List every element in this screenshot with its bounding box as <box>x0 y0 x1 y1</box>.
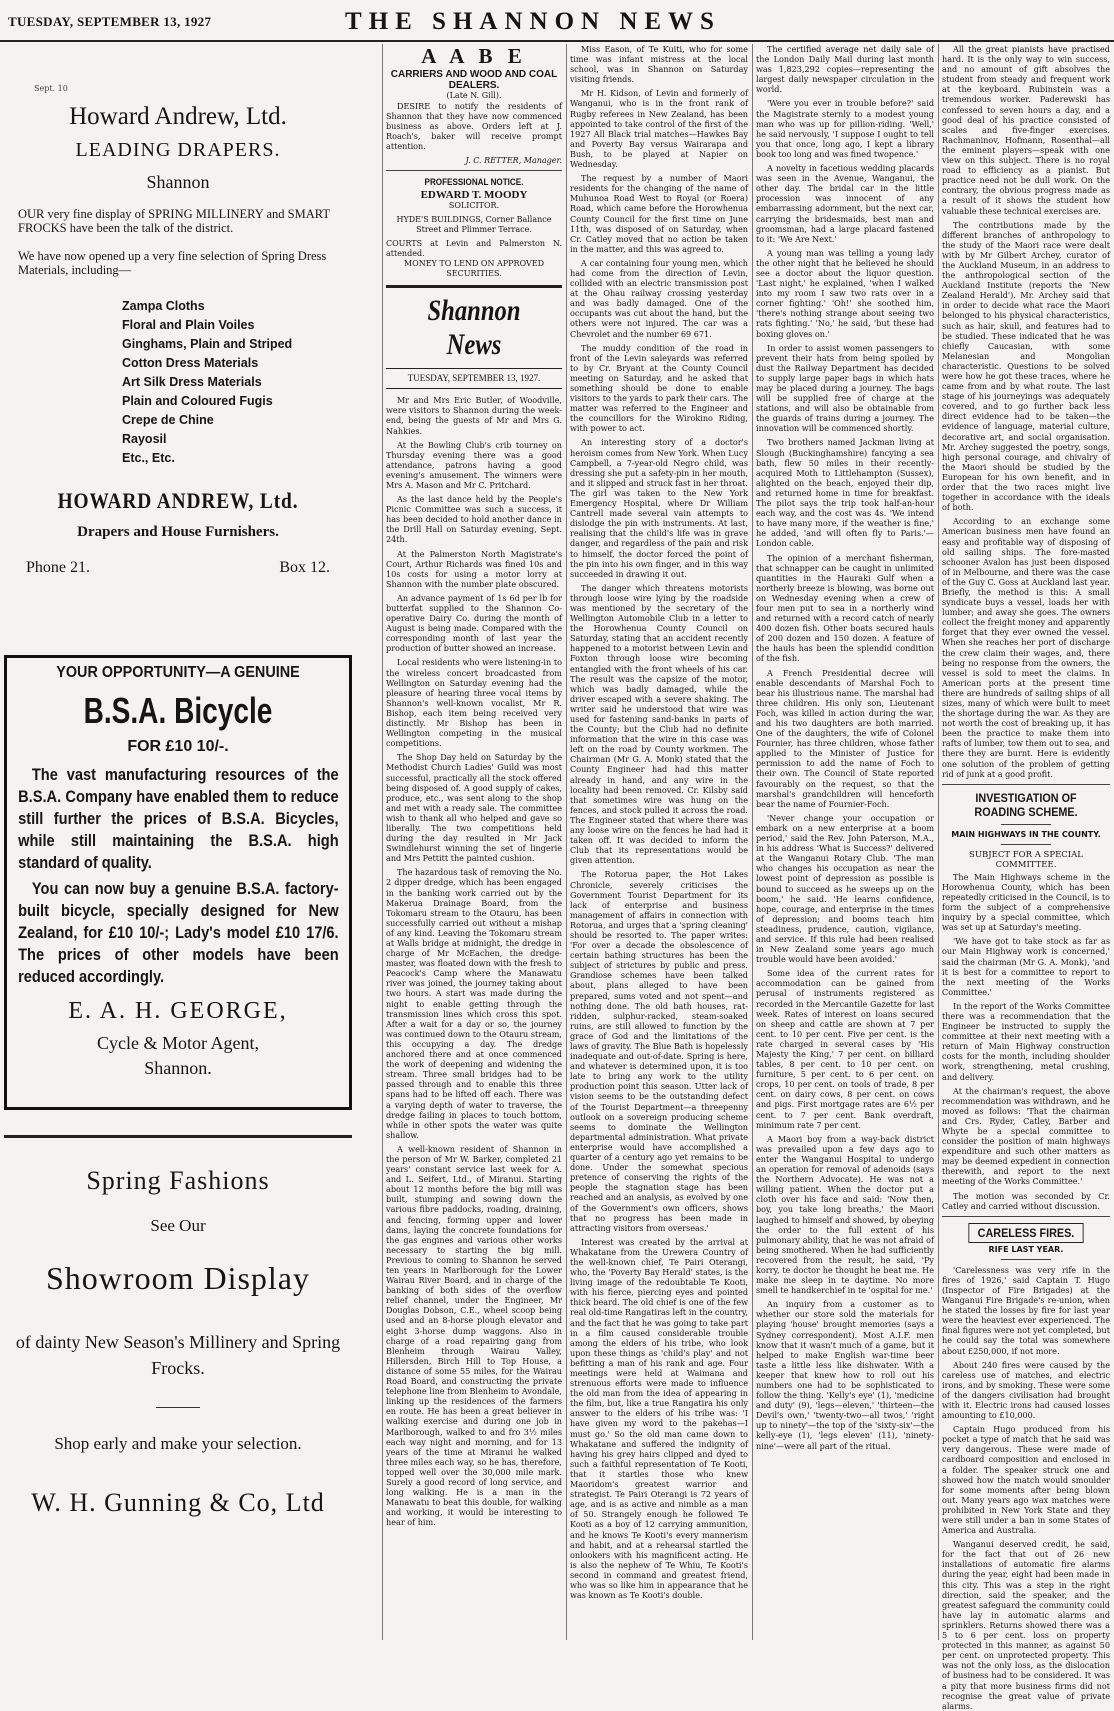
ad-gunning-rule <box>4 1135 352 1138</box>
article-paragraph: Mr H. Kidson, of Levin and formerly of Wanganui, who is in the front rank of Rugby referees in New Zealand, has been appointed to take control of the first of the 1927 All Black trial matches—Hawkes Bay and Poverty Bay versus Wairarapa and Bush, to be played at Napier on Wednesday. <box>570 88 748 170</box>
article-paragraph: The contributions made by the different branches of anthropology to the study of the Maori race were dealt with by Mr Gilbert Archey, curator of the Auckland Museum, in an address to the anthropological section of the Auckland Institute (reports the 'New Zealand Herald'). Mr. Archey said that in order to decide what race the Maori belonged to his physical characteristics, such as hair, skull, and features had to be studied. These indicated that he was chiefly Caucasian, with some Melanesian and Mongolian characteristic. Questions to be solved were how he got these traces, where he came from and by what route. The last stage of his journeyings was adequately covered, and to go further back less direct evidence had to be taken—the evidence of language, material culture, decorative art, and social organisation. Mr. Archey suggested the poetry, songs, high personal courage, and chivalry of the Maori should be studied by the European for his own benefit, and in order that the two races might live together in accordance with the ideals of both. <box>942 219 1110 513</box>
column-rule <box>938 44 939 1640</box>
divider <box>1001 824 1051 825</box>
article-paragraph: A well-known resident of Shannon in the person of Mr W. Barker, completed 21 years' constant service last week for A. and L. Seifert, Ltd., of Miranui. Starting about 12 months before the big mill was built, stumping and sowing down the various fibre paddocks, roading, draining, and fencing, forming upper and lower dams, laying the concrete foundations for the gas engines and various other works necessary to starting the big mill. Previous to coming to Shannon he served ten years in Marlborough for the Lower Wairau River Board, and in charge of the banking of both sides of the overflow relief channel, under the Engineer, Mr Douglas Dobson, C.E., wheel scoop being used and an 8-horse plough elevator and eight 3-horse dump waggons. Also in charge of a road repairing gang from Blenheim through Wairau Valley, Hillersden, Birch Hill to Top House, a distance of some 55 miles, for the Wairau Road Board, and constructing the private telephone line from Blenheim to Avondale, linking up the residences of the farmers en route. He has been a great believer in walking exercise and during one job in Marlborough, walked to and fro 3½ miles each way night and morning, and for 13 years of the time at Miranui he walked three miles each way, so he has, therefore, topped well over the 30,000 mile mark. Surely a good record of long service, and long walking. He is a man in the Manawatu to beat this double, for walking and working, it would be interesting to hear of him. <box>386 1143 562 1528</box>
article-paragraph: The muddy condition of the road in front of the Levin saleyards was referred to by Cr. Bryant at the County Council meeting on Saturday, and he asked that something should be done to enable visitors to the yards to park their cars. The matter was referred to the Engineer and the councillors for the Wirokino Riding, with power to act. <box>570 342 748 434</box>
header-rule <box>0 40 1114 42</box>
ad-howard-andrew <box>4 84 352 580</box>
list-item: Cotton Dress Materials <box>122 356 259 370</box>
shannon-news-masthead: Shannon News <box>427 294 521 362</box>
article-paragraph: A young man was telling a young lady the other night that he believed he should see a doctor about the liquor question. 'Last night,' he explained, 'when I walked into my room I saw two rats over in a corner fighting.' 'Oh!' she soothed him, 'there's nothing strange about seeing two rats fighting.' 'No,' he said, 'but these had boxing gloves on.' <box>756 247 934 339</box>
ad-bsa-price: FOR £10 10/-. <box>127 738 229 755</box>
article-paragraph: All the great pianists have practised hard. It is the only way to win success, and no amount of gift absolves the student from steady and frequent work at the keyboard. Rubinstein was a tremendous worker. Paderewski has confessed to seven hours a day, and a good deal of his practice consisted of scales and five-finger exercises. Rachmaninov, Hofmann, Rosenthal—all the eminent players—speak with one view on this subject. There is no royal road to efficiency as a pianist. But practice need not be dull work. On the contrary, the obvious progress made as a result of it shows the student how valuable these technical exercises are. <box>942 44 1110 216</box>
list-item: Floral and Plain Voiles <box>122 318 255 332</box>
article-paragraph: Local residents who were listening-in to the wireless concert broadcasted from Wellington on Saturday evening had the pleasure of hearing three vocal items by Shannon's well-known vocalist, Mr R. Bishop, each item being received very distinctly. Mr Bishop has been in Wellington competing in the musical competitions. <box>386 657 562 749</box>
ad-note: Sept. 10 <box>34 84 68 93</box>
moody-money: MONEY TO LEND ON APPROVED SECURITIES. <box>403 259 545 279</box>
divider <box>1001 844 1051 845</box>
article-paragraph: Interest was created by the arrival at Whakatane from the Urewera Country of the well-known chief, Te Pairi Oterangi, who, the 'Poverty Bay Herald' states, is the living image of the redoubtable Te Kooti, with his fierce, piercing eyes and pointed thick beard. The old chief is one of the few real old-time Rangatiras left in the country, and the fact that he was going to take part in a film caused considerable trouble among the elders of his tribe, who look upon these things as 'child's play' and not befitting a man of his rank and age. Four meetings were held at Waimana and strenuous efforts were made to influence the old man from the idea of appearing in the film, but, like a true Rangatira his only answer to the elders of his tribe was: 'I have given my word to the pakehas—I must go.' So the old man came down to Whakatane and suffered the indignity of having his grey hairs clipped and dyed to such a faithful representation of Te Kooti, that it startles those who knew Maoridom's greatest warrior and strategist. Te Pairi Oterangi is 72 years of age, and is as active and nimble as a man of 50. Strangely enough he followed Te Kooti as a boy of 12 carrying ammunition, and he knows Te Kooti's every mannerism and habit, and at a rehearsal startled the onlookers with his magnificent acting. He is also the nephew of Te Whiu, Te Kooti's second in command and greatest friend, who was so like him in appearance that he was known as Te Kooti's double. <box>570 1236 748 1601</box>
article-paragraph: A novelty in facetious wedding placards was seen in the Avenue, Wanganui, the other day. The bridal car in the little procession was innocent of any embarrassing adornment, but the next car, carrying the bridesmaids, best man and groomsman, had a large placard fastened to it: 'We Are Next.' <box>756 163 934 244</box>
ad-howard-list <box>4 297 352 468</box>
article-paragraph: The motion was seconded by Cr. Catley and carried without discussion. <box>942 1190 1110 1211</box>
aabe-body: DESIRE to notify the residents of Shannon that they have now commenced business as above. Orders left at J. Roach's, baker will receive prompt attention. <box>386 101 562 152</box>
divider <box>942 784 1110 785</box>
divider <box>942 1216 1110 1217</box>
article-paragraph: The opinion of a merchant fisherman, that schnapper can be caught in unlimited quantities in the Hauraki Gulf when a northerly breeze is blowing, was borne out on Wednesday evening when a crew of four men put to sea in a northerly wind and returned with a record catch of nearly 400 dozen fish. Other boats secured hauls of 200 dozen and 150 dozen. A feature of the hauls has been the splendid condition of the fish. <box>756 552 934 664</box>
roading-headline: INVESTIGATION OF ROADING SCHEME. <box>974 790 1078 819</box>
article-paragraph: An interesting story of a doctor's heroism comes from New York. When Lucy Campbell, a 7-year-old Negro child, was dressing she put a safety-pin in her mouth, and it slipped and struck fast in her throat. The girl was taken to the New York Emergency Hospital, where Dr William Cantrell made several vain attempts to dislodge the pin with instruments. At last, realising that the child's life was in grave danger, and regardless of the pain and risk to himself, the doctor forced the point of the pin into his own finger, and in this way succeeded in drawing it out. <box>570 437 748 579</box>
article-paragraph: About 240 fires were caused by the careless use of matches, and electric irons, and by smoking. These were some of the dangers civilisation had brought with it. Electric irons had caused losses amounting to £10,000. <box>942 1359 1110 1421</box>
column-4 <box>756 44 934 1640</box>
list-item: Rayosil <box>122 432 167 446</box>
moody-address: HYDE'S BUILDINGS, Corner Ballance Street and Plimmer Terrace. <box>396 214 552 234</box>
list-item: Art Silk Dress Materials <box>122 375 262 389</box>
moody-name: EDWARD T. MOODY <box>420 188 528 201</box>
fires-headline: CARELESS FIRES. <box>968 1223 1083 1243</box>
aabe-subheading: CARRIERS AND WOOD AND COAL DEALERS. <box>390 69 558 91</box>
header-date: TUESDAY, SEPTEMBER 13, 1927 <box>8 14 212 29</box>
list-item: Ginghams, Plain and Striped <box>122 337 293 351</box>
article-paragraph: 'Carelessness was very rife in the fires of 1926,' said Captain T. Hugo (Inspector of Fire Brigades) at the Wanganui Fire Brigade's re-union, when he stated the losses by fire for last year were the heaviest ever experienced. The final figures were not yet completed, but he could say the total was somewhere about £250,000, if not more. <box>942 1264 1110 1356</box>
article-paragraph: At the Bowling Club's crib tourney on Thursday evening there was a good attendance, patrons having a good evening's amusement. The winners were Mrs A. Mason and Mr C. Pritchard. <box>386 439 562 490</box>
article-paragraph: A car containing four young men, which had come from the direction of Levin, collided with an electric transmission post at the Ohau railway crossing yesterday and was badly damaged. One of the occupants was cut about the hand, but the others were not injured. The car was a Chevrolet and the number 69 671. <box>570 257 748 339</box>
article-paragraph: The Shop Day held on Saturday by the Methodist Church Ladies' Guild was most successful, practically all the stock offered being disposed of. A good supply of cakes, produce, etc., was sent along to the shop and met with a ready sale. The committee wish to thank all who helped and gave so liberally. The two competitions held during the day resulted in Mr Jack Swindlehurst winning the set of lingerie and Mrs Pettitt the painted cushion. <box>386 752 562 864</box>
ad-gunning-see: See Our <box>150 1216 206 1235</box>
column-rule <box>566 44 567 1640</box>
ad-bsa-para1: The vast manufacturing resources of the B.S.A. Company have enabled them to reduce still further the prices of B.S.A. Bicycles, while still maintaining the B.S.A. high standard of quality. <box>17 765 339 872</box>
article-paragraph: Captain Hugo produced from his pocket a type of match that he said was very dangerous. These were made of cardboard composition and enclosed in a folder. The speaker struck one and showed how the match would smoulder for some moments after being blown out. Many years ago wax matches were prohibited in New York State and they were still under a ban in some States of America and Australia. <box>942 1424 1110 1536</box>
article-paragraph: The certified average net daily sale of the London Daily Mail during last month was 1,823,292 copies—representing the largest daily newspaper circulation in the world. <box>756 44 934 95</box>
aabe-late: (Late N. Gill). <box>446 91 502 100</box>
article-paragraph: A French Presidential decree will enable descendants of Marshal Foch to bear his illustrious name. The marshal had three children. His only son, Lieutenant Foch, was killed in action during the war, and his two daughters are both married. One of the daughters, the wife of Colonel Fournier, has three children, whose father applied to the Minister of Justice for permission to add the name of Foch to their own. The Council of State reported favourably on the request, so that the marshal's grandchildren will henceforth bear the name of Fournier-Foch. <box>756 667 934 809</box>
aabe-signoff: J. C. RETTER, Manager. <box>465 155 562 165</box>
ad-bsa-town: Shannon. <box>144 1058 212 1078</box>
column-3 <box>570 44 748 1640</box>
ad-gunning <box>4 1135 352 1640</box>
ad-howard-intro2: We have now opened up a very fine selection of Spring Dress Materials, including— <box>18 249 327 277</box>
ad-gunning-shop: Shop early and make your selection. <box>54 1434 302 1453</box>
ad-bsa-bicycle <box>4 655 352 1110</box>
article-paragraph: The danger which threatens motorists through loose wire lying by the roadside was mentioned by the secretary of the Wellington Automobile Club in a letter to the Horowhenua County Council on Saturday, stating that an accident recently happened to a motorist between Levin and Foxton through loose wire becoming entangled with the front wheels of his car. The result was the capsize of the motor, which was badly damaged, while the driver escaped with a severe shaking. The writer said he understood that wire was used for fastening sand-banks in parts of the County; but the Club had no definite information that the wire in this case was left on the road by County workmen. The Chairman (Mr G. A. Monk) stated that the County Engineer had had this matter already in hand, and any wire in the locality had been removed. Cr. Kilsby said that sometimes wire was hung on the fences, and stock pulled it across the road. The Engineer stated that where there was any loose wire on the fences he had had it taken off. It was decided to inform the Club that its representations would be given attention. <box>570 582 748 866</box>
article-paragraph: The hazardous task of removing the No. 2 dipper dredge, which has been engaged in the banking work carried out by the Makerua Drainage Board, from the Tokomaru stream to the Otauru, has been successfully carried out without a mishap of any kind. Leaving the Tokomaru stream at Walls bridge at midnight, the dredge in charge of Mr McEachen, the dredge-master, was floated down with the fresh to Peacock's Camp where the Manawatu river was joined, the journey taking about two hours. A start was made during the night to enable getting through the transmission lines which cross this spot. After a wait for a day or so, the journey was continued down to the Otauru stream, this occupying a day. The dredge anchored there and at once commenced the work of deepening and widening the stream. Three small bridges had to be passed through and to enable this three spans had to be lifted off each. There was a varying depth of water to traverse, the dredge failing in places to touch bottom, while in other spots the water was quite shallow. <box>386 867 562 1140</box>
article-paragraph: Some idea of the current rates for accommodation can be gained from perusal of instruments registered as recorded in the Mercantile Gazette for last week. Rates of interest on loans secured on sheep and cattle are shown at 7 per cent. to 10 per cent. Five per cent. is the rate charged in several cases by 'His Majesty the King,' 7 per cent. on billiard tables, 8 per cent. to 10 per cent. on furniture, 5 per cent. to 6 per cent. on crops, 10 per cent. on tools of trade, 8 per cent. on dairy cows, 8 per cent. on cows and pigs. First mortgage rates are 6½ per cent. to 7 per cent. Bank overdraft, minimum rate 7 per cent. <box>756 968 934 1130</box>
article-paragraph: In order to assist women passengers to prevent their hats from being spoiled by dust the Railway Department has decided to supply large paper bags in which hats may be placed during a journey. The bags will be supplied free of charge at the stations, and will also be obtainable from the guards of trains during a journey. The innovation will be commenced shortly. <box>756 342 934 434</box>
ad-gunning-divider <box>156 1407 200 1408</box>
article-paragraph: According to an exchange some American business men have found an easy and profitable way of disposing of old sailing ships. The fore-masted schooner Avalon has just been disposed of in Melbourne, and there was the case of the Guy C. Goss at Auckland last year. Briefly, the method is this: A small syndicate buys a vessel, loads her with lumber; and away she goes. The owners collect the freight money and apparently forget that they ever owned the vessel. When she reaches her port of discharge the crew claim their wages, and, there being no response from the owners, the vessel is sold to meet the claims. In American ports at the present time there are hundreds of sailing ships of all sizes, many of which were built to meet the shortage during the war. As they are not worth the cost of breaking up, it has been the practice to make them into rafts of lumber, tow them out to sea, and there they are burnt. Here is evidently one solution of the problem of getting rid of junk at a good profit. <box>942 516 1110 779</box>
ad-bsa-product: B.S.A. Bicycle <box>83 690 273 731</box>
list-item: Etc., Etc. <box>122 451 175 465</box>
article-paragraph: At the Palmerston North Magistrate's Court, Arthur Richards was fined 10s and 10s costs for using a motor lorry at Shannon with the number plate obscured. <box>386 548 562 589</box>
article-paragraph: At the chairman's request, the above recommendation was withdrawn, and he moved as follows: 'That the chairman and Crs. Ryder, Catley, Barber and Whyte be a special committee to consider the position of main highways expenditure and such other matters as may be deemed expedient in connection therewith, and report to the next meeting of the Works Committee.' <box>942 1085 1110 1187</box>
moody-title: SOLICITOR. <box>448 200 500 210</box>
ad-bsa-para2: You can now buy a genuine B.S.A. factory-built bicycle, specially designed for New Zealand, for £10 10/-; Lady's model £10 17/6. The prices of other models have been reduced accordingly. <box>17 879 339 986</box>
article-paragraph: 'We have got to take stock as far as our Main Highway work is concerned,' said the chairman (Mr G. A. Monk), 'and it is best for a committee to report to the next meeting of the Works Committee.' <box>942 936 1110 997</box>
article-paragraph: The request by a number of Maori residents for the changing of the name of Muhunoa Road West to Royal (or Roera) Road, which came before the Horowhenua County Council for the first time on June 11th, was disposed of on Saturday, when Cr. Catley moved that no action be taken in the matter, and this was agreed to. <box>570 173 748 254</box>
column-5 <box>942 44 1110 1711</box>
fires-subhead: RIFE LAST YEAR. <box>988 1244 1064 1254</box>
article-paragraph: As the last dance held by the People's Picnic Committee was such a success, it has been decided to hold another dance in the Drill Hall on Saturday evening, Sept. 24th. <box>386 494 562 545</box>
masthead-title: THE SHANNON NEWS <box>345 8 721 35</box>
ad-howard-phone: Phone 21. <box>26 559 90 576</box>
roading-subhead-2: SUBJECT FOR A SPECIAL COMMITTEE. <box>969 849 1083 870</box>
ad-howard-intro: OUR very fine display of SPRING MILLINERY and SMART FROCKS have been the talk of the district. <box>18 207 330 235</box>
roading-subhead: MAIN HIGHWAYS IN THE COUNTY. <box>951 829 1101 839</box>
masthead-date: TUESDAY, SEPTEMBER 13, 1927. <box>386 373 562 389</box>
shannon-news-masthead-box <box>386 285 562 369</box>
ad-howard-big-name: HOWARD ANDREW, Ltd. <box>57 488 299 513</box>
article-paragraph: The Main Highways scheme in the Horowhenua County, which has been repeatedly criticised in the Council, is to form the subject of a comprehensive inquiry by a special committee, which was set up at Saturday's meeting. <box>942 871 1110 933</box>
ad-bsa-head: YOUR OPPORTUNITY—A GENUINE <box>56 664 300 681</box>
ad-gunning-showroom: Showroom Display <box>46 1260 310 1296</box>
list-item: Crepe de Chine <box>122 413 214 427</box>
list-item: Plain and Coloured Fugis <box>122 394 273 408</box>
article-paragraph: A Maori boy from a way-back district was prevailed upon a few days ago to enter the Wanganui Hospital to undergo an operation for removal of adenoids (says the Northern Advocate). He was not a willing patient. When the doctor put a cloth over his face and said: 'Now then, boy, you take long breaths,' the Maori laughed to himself and showed, by obeying the order to the full extent of his pulmonary ability, that he was not afraid of being smothered. When he had sufficiently recovered from the result, he said, 'Py korry, te doctor he thought he beat me. He make me sleep in te daytime. No more smell te handkerchief in te 'ospital for me.' <box>756 1133 934 1296</box>
ad-howard-name: Howard Andrew, Ltd. <box>69 103 287 130</box>
article-paragraph: 'Were you ever in trouble before?' said the Magistrate sternly to a modest young man who was up for pillion-riding. 'Well,' he said nervously, 'I suppose I ought to tell you that once, long ago, I kept a library book too long and was fined twopence.' <box>756 98 934 159</box>
divider <box>386 170 562 171</box>
article-paragraph: Two brothers named Jackman living at Slough (Buckinghamshire) fancying a sea bath, flew 50 miles in their recently-acquired Moth to Littlehampton (Sussex), alighted on the beach, enjoyed their dip, and returned home in time for breakfast. The pilot says the trip took half-an-hour each way, and the cost was 4s. 'We intend to have many more, if the weather is fine,' he added, 'and will often fly to Paris.'—London cable. <box>756 437 934 549</box>
column-rule <box>382 44 383 1640</box>
prof-notice-heading: PROFESSIONAL NOTICE. <box>424 176 524 187</box>
article-paragraph: The Rotorua paper, the Hot Lakes Chronicle, severely criticises the Government Tourist Department for its lack of enterprise and business management of affairs in connection with Rotorua, and urges that a 'spring cleaning' should be resorted to. The paper writes: 'For over a decade the obsolescence of certain bathing structures has been the subject of strictures by public and press. Grandiose schemes have been talked about, plans alleged to have been prepared, sums voted and not spent—and nothing done. The old bath houses, rat-ridden, sulphur-racked, steam-soaked ruins, are still allowed to function by the grace of God and the limitations of the laws of gravity. The Blue Bath is hopelessly inadequate and out-of-date. Spring is here, and whatever is determined upon, it is too late to bring any work to the utility production point this season. Utter lack of vision seems to be the outstanding defect of the Tourist Department—a threepenny outlook on a sovereign producing scheme seems to dominate the Wellington departmental administration. What private enterprise would have accomplished a quarter of a century ago yet remains to be done. Under the somewhat specious pretence of conserving the rights of the people the stagnation stage has been reached and an analysis, as evolved by one of the Government's own officers, shows that no progress has been made in attracting visitors from overseas.' <box>570 869 748 1233</box>
article-paragraph: Wanganui deserved credit, he said, for the fact that out of 26 new installations of automatic fire alarms during the year, eight had been made in this city. This was a step in the right direction, said the speaker, and the greatest safeguard the community could have lay in automatic alarms and sprinklers. Returns showed there was a 5 to 6 per cent. loss on property protected in this manner, as against 50 per cent. on unprotected property. This was not the only loss, as the dislocation of business had to be considered. It was a pity that more business firms did not recognise the great value of private alarms. <box>942 1539 1110 1711</box>
article-paragraph: An inquiry from a customer as to whether our store sold the materials for playing 'house' brought memories (says a Sydney correspondent). Most A.I.F. men know that it wasn't much of a game, but it helped to make English war-time beer taste a little less like dishwater. With a keeper that knew how to roll out his numbers one had to be sophisticated to follow the thing. 'Kelly's eye' (1), 'medicine and duty' (9), 'legs—eleven,' 'thirteen—the Devil's own,' 'twenty-two—all twos,' 'right up to ninety'—the top of the 'sixty-six'—the kelly-eye (1), 'legs eleven' (11), 'ninety-nine'—were all part of the ritual. <box>756 1299 934 1451</box>
column-rule <box>752 44 753 1640</box>
divider <box>1001 1259 1051 1260</box>
ad-howard-tagline: LEADING DRAPERS. <box>75 139 281 161</box>
article-paragraph: Mr and Mrs Eric Butler, of Woodville, were visitors to Shannon during the week-end, being the guests of Mr and Mrs G. Nahkies. <box>386 395 562 436</box>
moody-courts: COURTS at Levin and Palmerston N. attended. <box>386 238 562 258</box>
ad-howard-box: Box 12. <box>279 559 330 576</box>
ad-howard-town: Shannon <box>146 172 210 192</box>
ad-howard-footer <box>4 559 352 577</box>
ad-howard-sub: Drapers and House Furnishers. <box>77 524 279 540</box>
ad-gunning-desc: of dainty New Season's Millinery and Spring Frocks. <box>15 1332 341 1378</box>
article-paragraph: An advance payment of 1s 6d per lb for butterfat supplied to the Shannon Co-operative Dairy Co. during the month of August is being made. Compared with the corresponding month of last year the production of butter showed an increase. <box>386 592 562 654</box>
ad-bsa-agent: Cycle & Motor Agent, <box>97 1033 259 1053</box>
list-item: Zampa Cloths <box>122 299 205 313</box>
ad-gunning-firm: W. H. Gunning & Co, Ltd <box>31 1488 325 1517</box>
ad-gunning-heading: Spring Fashions <box>86 1166 270 1195</box>
column-2 <box>386 44 562 1640</box>
article-paragraph: In the report of the Works Committee there was a recommendation that the Engineer be instructed to supply the committee at their next meeting with a return of Main Highway construction costs for the month, including shoulder work, strengthening, metal crushing, and delivery. <box>942 1000 1110 1082</box>
article-paragraph: 'Never change your occupation or embark on a new enterprise at a boom period,' said the Rev. John Paterson, M.A., in his address 'What is Success?' delivered at the Wanganui Rotary Club. 'The man who changes his occupation as near the lowest point of depression as possible is bound to succeed as he sweeps up on the boom,' he said. 'He learns confidence, hope, courage, and enterprise in the times of depression; and booms teach him steadiness, prudence, caution, vigilance, and service. If this rule had been realised in New Zealand some years ago much trouble would have been avoided.' <box>756 812 934 965</box>
aabe-heading: A A B E <box>421 44 527 68</box>
article-paragraph: Miss Eason, of Te Kuiti, who for some time was infant mistress at the local school, was in Shannon on Saturday visiting friends. <box>570 44 748 85</box>
ad-bsa-name: E. A. H. GEORGE, <box>68 998 288 1024</box>
